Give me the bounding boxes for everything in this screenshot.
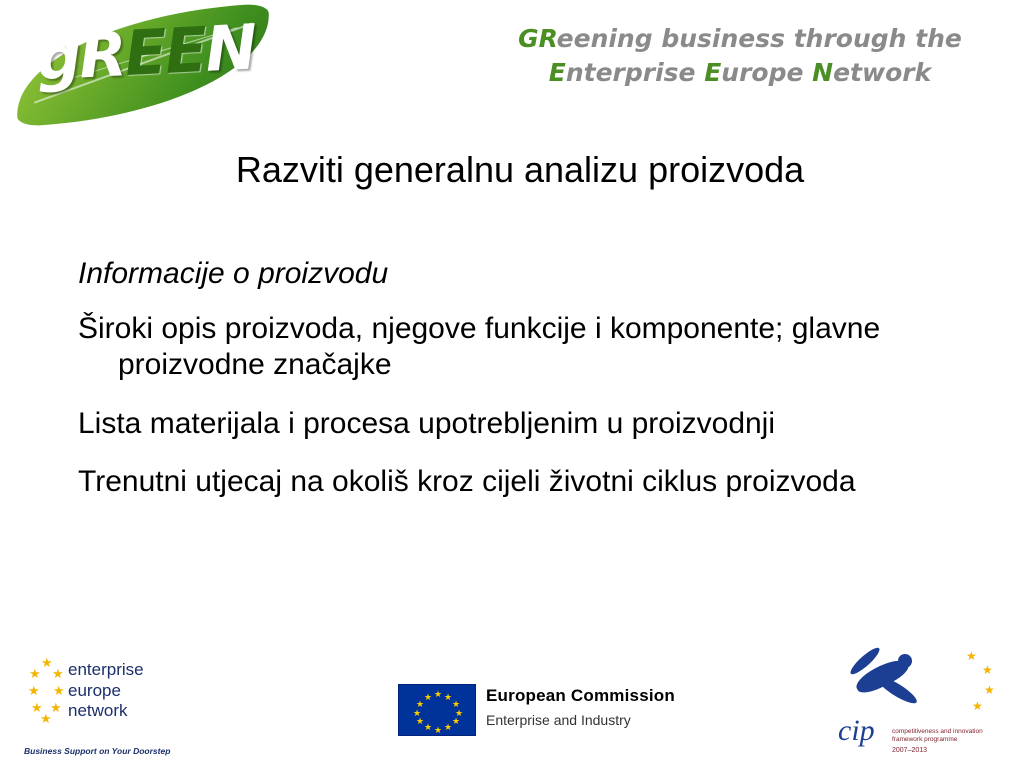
eu-flag-icon: ★ ★ ★ ★ ★ ★ ★ ★ ★ ★ ★ ★: [398, 684, 476, 736]
slide-footer: [0, 638, 1024, 768]
cip-subtitle: competitiveness and innovation framework programme: [892, 727, 983, 743]
body-line-2: Široki opis proizvoda, njegove funkcije i komponente; glavne proizvodne značajke: [78, 311, 881, 382]
page-title: Razviti generalnu analizu proizvoda: [235, 149, 805, 190]
een-line-2: europe: [68, 680, 121, 700]
header-tagline-n: N: [812, 57, 834, 87]
cip-wordmark: cip: [838, 714, 875, 747]
enterprise-europe-network-logo: [22, 650, 172, 758]
green-logo-part-mid: EE: [122, 12, 208, 91]
header-tagline-line1: [470, 22, 1010, 56]
een-line-3: network: [68, 701, 128, 721]
een-tagline: Business Support on Your Doorstep: [24, 746, 171, 756]
header-tagline-line1-rest: eening business through the: [556, 24, 962, 53]
een-line-1: enterprise: [68, 660, 144, 679]
body-line-3: Lista materijala i procesa upotrebljenim u proizvodnji: [78, 406, 776, 440]
header-tagline-network: etwork: [833, 57, 932, 87]
een-wordmark: [68, 660, 144, 722]
slide-body: [78, 256, 968, 523]
green-logo-part-post: N: [203, 10, 258, 86]
body-line-4: Trenutni utjecaj na okoliš kroz cijeli životni ciklus proizvoda: [78, 465, 856, 499]
european-commission-block: [398, 682, 688, 740]
header-tagline-e1: E: [548, 57, 566, 87]
green-logo-wordmark: [25, 10, 268, 95]
cip-stars-icon: ★ ★ ★ ★: [966, 649, 995, 713]
een-stars-icon: ★ ★ ★ ★ ★ ★ ★ ★: [28, 655, 65, 726]
body-line-1: Informacije o proizvodu: [78, 257, 389, 290]
european-commission-subtitle: Enterprise and Industry: [486, 712, 631, 728]
header-tagline: [470, 22, 1010, 90]
green-logo-part-pre: gR: [34, 17, 127, 95]
european-commission-title: European Commission: [486, 686, 675, 705]
slide-header: [0, 0, 1024, 130]
cip-years: 2007–2013: [892, 747, 928, 754]
green-project-logo: [8, 6, 278, 124]
header-tagline-enterprise: nterprise: [565, 57, 705, 87]
header-tagline-europe: urope: [721, 57, 813, 87]
cip-logo: [830, 648, 1000, 760]
header-tagline-e2: E: [704, 57, 722, 87]
header-tagline-line2: [470, 56, 1010, 90]
cip-runner-head: [898, 654, 912, 668]
header-tagline-line1-accent: GR: [518, 24, 557, 53]
